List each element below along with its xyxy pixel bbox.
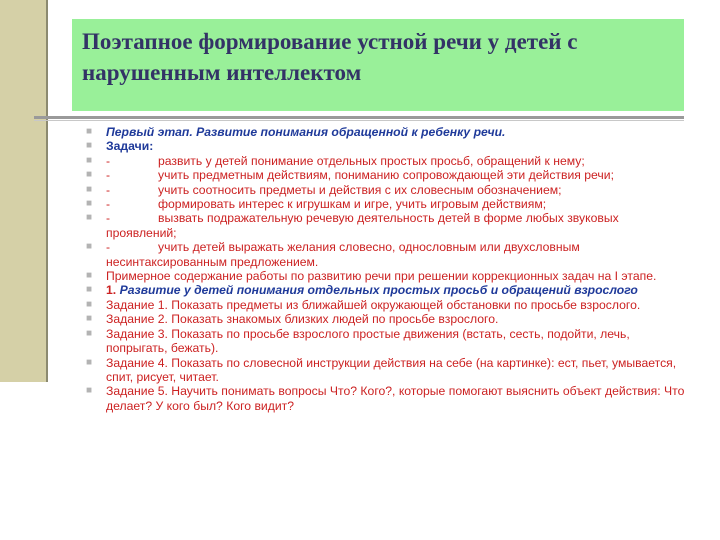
list-item: ■ - развить у детей понимание отдельных простых просьб, обращений к нему; <box>86 153 585 168</box>
bullet-icon: ■ <box>86 140 93 152</box>
bullet-icon: ■ <box>86 154 93 166</box>
list-item <box>86 384 686 413</box>
sidebar-divider <box>46 0 48 382</box>
bullet-icon: ■ <box>86 284 93 296</box>
title-underline-shadow <box>34 120 684 121</box>
list-item <box>86 125 686 139</box>
list-item <box>86 139 686 153</box>
bullet-icon: ■ <box>86 270 93 282</box>
task-text: учить предметным действиям, пониманию сопровождающей эти действия речи; <box>158 168 614 183</box>
task-text: учить детей выражать желания словесно, однословным или двухсловным несинтаксированным предложением. <box>106 240 580 269</box>
task-text: формировать интерес к игрушкам и игре, учить игровым действиям; <box>158 197 547 212</box>
bullet-icon: ■ <box>86 298 93 310</box>
stage-heading: Первый этап. Развитие понимания обращенной к ребенку речи. <box>106 125 506 139</box>
slide-title: Поэтапное формирование устной речи у детей с нарушенным интеллектом <box>82 29 578 85</box>
list-item: ■ - формировать интерес к игрушкам и игре, учить игровым действиям; <box>86 197 547 212</box>
decorative-sidebar <box>0 0 46 382</box>
task-text: развить у детей понимание отдельных простых просьб, обращений к нему; <box>158 153 585 168</box>
list-item: ■ - учить детей выражать желания словесно, однословным или двухсловным несинтаксированным предложением. <box>86 240 580 269</box>
bullet-icon: ■ <box>86 313 93 325</box>
list-item <box>86 283 686 297</box>
bullet-icon: ■ <box>86 183 93 195</box>
bullet-icon: ■ <box>86 356 93 368</box>
bullet-icon: ■ <box>86 169 93 181</box>
bullet-icon: ■ <box>86 327 93 339</box>
list-item <box>86 269 686 283</box>
task-item: Задание 4. Показать по словесной инструкции действия на себе (на картинке): ест, пьет, умывается, спит, рисует, читает. <box>106 355 677 384</box>
task-item: Задание 2. Показать знакомых близких людей по просьбе взрослого. <box>106 312 499 327</box>
section-heading: Развитие у детей понимания отдельных простых просьб и обращений взрослого <box>119 283 638 298</box>
task-item: Задание 3. Показать по просьбе взрослого простые движения (встать, сесть, подойти, лечь, попрыгать, бежать). <box>106 326 630 356</box>
list-item <box>86 312 686 326</box>
bullet-icon: ■ <box>86 198 93 210</box>
list-item <box>86 327 686 356</box>
task-text: вызвать подражательную речевую деятельность детей в форме любых звуковых проявлений; <box>106 211 619 240</box>
task-item: Задание 1. Показать предметы из ближайшей окружающей обстановки по просьбе взрослого. <box>106 297 641 312</box>
task-text: учить соотносить предметы и действия с их словесным обозначением; <box>158 182 562 197</box>
bullet-icon: ■ <box>86 241 93 253</box>
list-item: ■ - вызвать подражательную речевую деятельность детей в форме любых звуковых проявлений; <box>86 211 619 240</box>
list-item: ■ - учить предметным действиям, пониманию сопровождающей эти действия речи; <box>86 168 614 183</box>
bullet-icon: ■ <box>86 385 93 397</box>
content-list <box>86 125 686 413</box>
tasks-heading: Задачи: <box>106 139 154 154</box>
section-number: 1. <box>106 283 117 298</box>
bullet-icon: ■ <box>86 212 93 224</box>
task-item: Задание 5. Научить понимать вопросы Что? Кого?, которые помогают выяснить объект действия: Что делает? У кого был? Кого видит? <box>106 384 685 413</box>
bullet-icon: ■ <box>86 126 93 137</box>
title-underline <box>34 116 684 119</box>
paragraph-text: Примерное содержание работы по развитию речи при решении коррекционных задач на I этапе. <box>106 269 657 284</box>
list-item: ■ - учить соотносить предметы и действия с их словесным обозначением; <box>86 182 562 197</box>
list-item <box>86 298 686 312</box>
list-item <box>86 356 686 385</box>
